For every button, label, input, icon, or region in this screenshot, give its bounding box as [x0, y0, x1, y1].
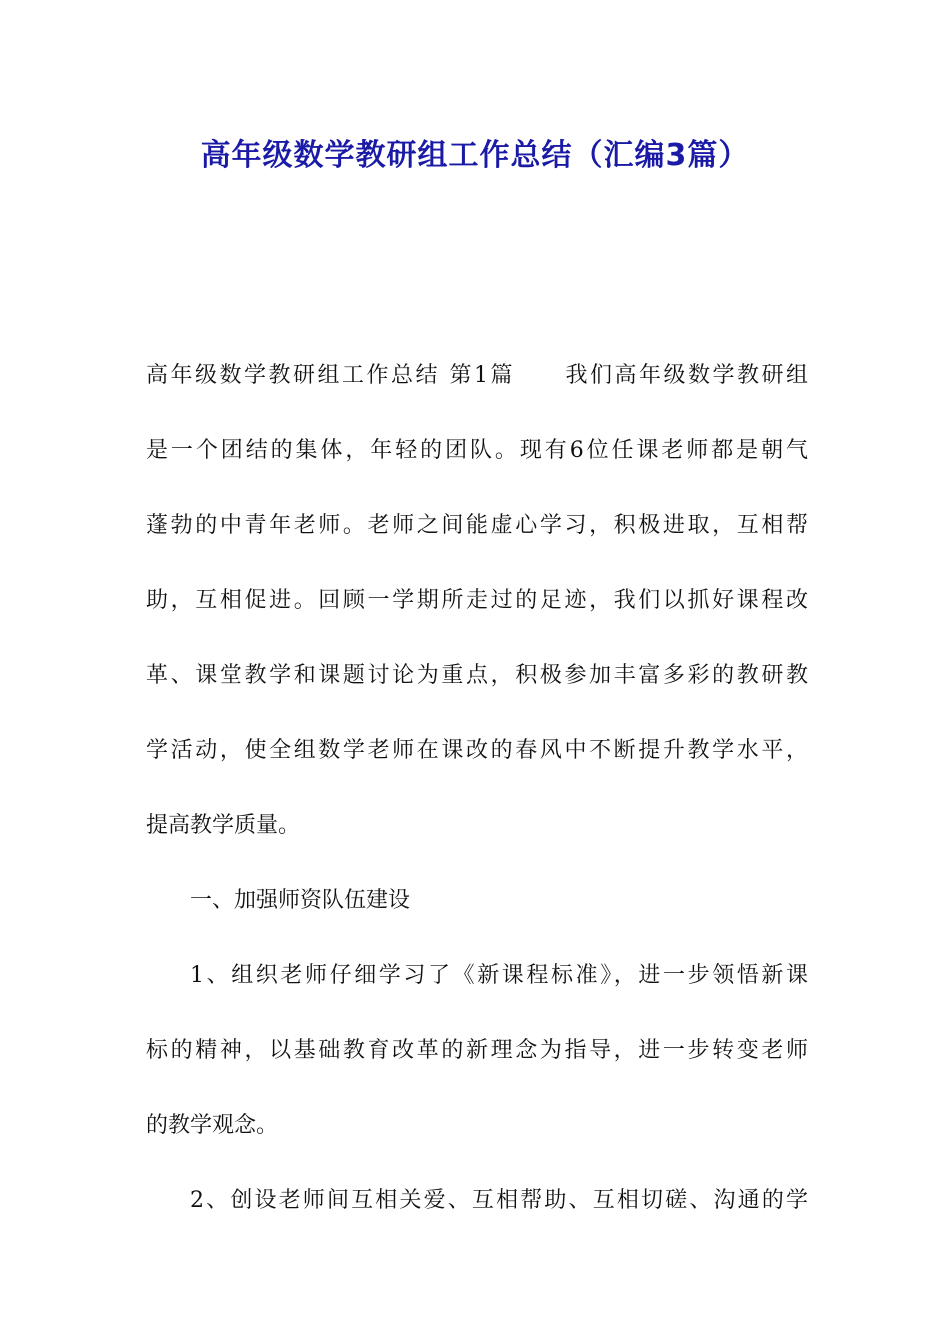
paragraph-line: 2、创设老师间互相关爱、互相帮助、互相切磋、沟通的学 [190, 1188, 808, 1213]
document-body [146, 338, 808, 1238]
paragraph-text: 我们高年级数学教研组 [562, 363, 808, 388]
paragraph-line: 的教学观念。 [146, 1113, 279, 1138]
paragraph-line: 革、课堂教学和课题讨论为重点，积极参加丰富多彩的教研教 [146, 663, 808, 688]
section-heading-inline: 高年级数学教研组工作总结 第1篇 [146, 363, 515, 388]
paragraph-line: 提高教学质量。 [146, 813, 301, 838]
paragraph-line [146, 338, 808, 413]
paragraph-line: 是一个团结的集体，年轻的团队。现有6位任课老师都是朝气 [146, 438, 808, 463]
section-heading: 一、加强师资队伍建设 [190, 888, 411, 913]
paragraph-line: 学活动，使全组数学老师在课改的春风中不断提升教学水平， [146, 738, 808, 763]
document-title: 高年级数学教研组工作总结（汇编3篇） [200, 138, 750, 173]
paragraph-line: 1、组织老师仔细学习了《新课程标准》，进一步领悟新课 [190, 963, 808, 988]
paragraph-line: 蓬勃的中青年老师。老师之间能虚心学习，积极进取，互相帮 [146, 513, 808, 538]
paragraph-line: 标的精神，以基础教育改革的新理念为指导，进一步转变老师 [146, 1038, 808, 1063]
paragraph-line: 助，互相促进。回顾一学期所走过的足迹，我们以抓好课程改 [146, 588, 808, 613]
